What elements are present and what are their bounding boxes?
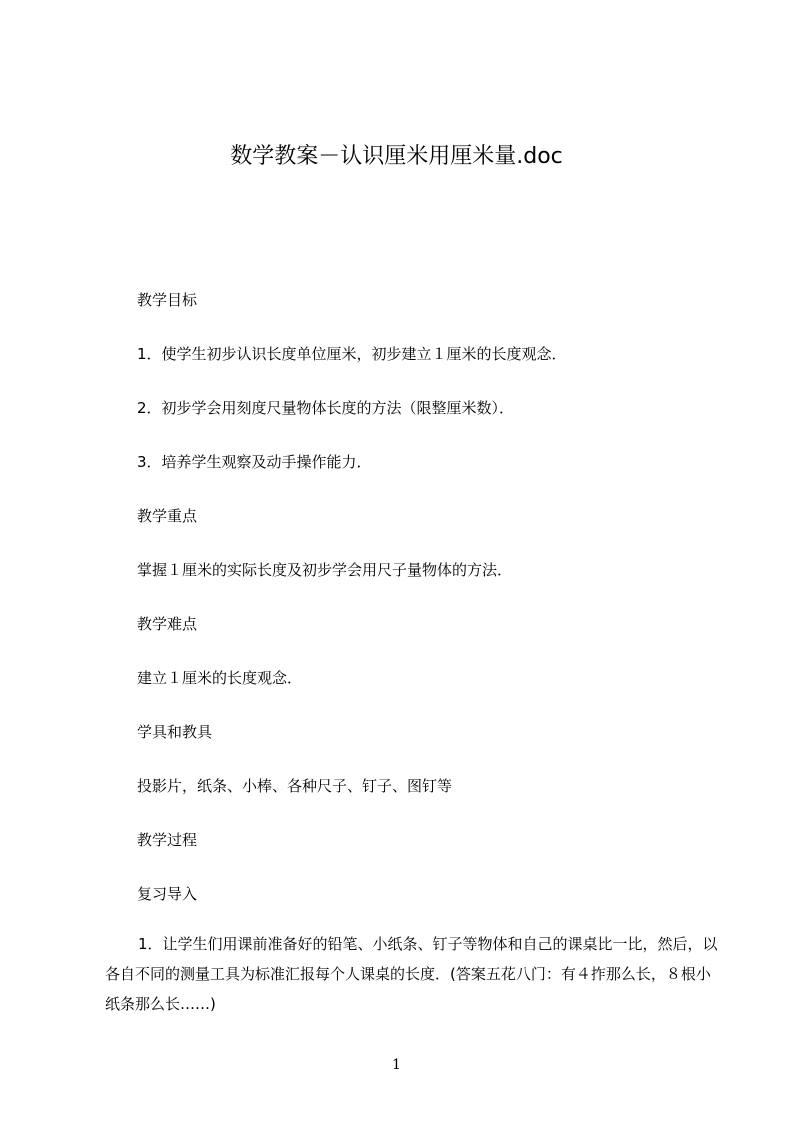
goal-item-3: 3．培养学生观察及动手操作能力．: [137, 453, 372, 471]
process-item-1: 1．让学生们用课前准备好的铅笔、小纸条、钉子等物体和自己的课桌比一比，然后，以各自不同的测量工具为标准汇报每个人课桌的长度．(答案五花八门：有４拃那么长，８根小纸条那么长……): [105, 935, 718, 1013]
heading-teaching-goals: 教学目标: [137, 291, 198, 309]
heading-teaching-process: 教学过程: [137, 831, 198, 849]
materials-text: 投影片，纸条、小棒、各种尺子、钉子、图钉等: [137, 777, 453, 795]
heading-materials: 学具和教具: [137, 723, 213, 741]
heading-key-points: 教学重点: [137, 507, 198, 525]
goal-item-2: 2．初步学会用刻度尺量物体长度的方法（限整厘米数）．: [137, 399, 515, 417]
difficult-point-text: 建立１厘米的长度观念．: [137, 669, 303, 687]
heading-review-intro: 复习导入: [137, 885, 198, 903]
page-number: 1: [392, 1057, 401, 1073]
key-point-text: 掌握１厘米的实际长度及初步学会用尺子量物体的方法．: [137, 561, 513, 579]
goal-item-1: 1．使学生初步认识长度单位厘米，初步建立１厘米的长度观念．: [137, 345, 567, 363]
heading-difficult-points: 教学难点: [137, 615, 198, 633]
document-title: 数学教案－认识厘米用厘米量.doc: [230, 144, 563, 169]
